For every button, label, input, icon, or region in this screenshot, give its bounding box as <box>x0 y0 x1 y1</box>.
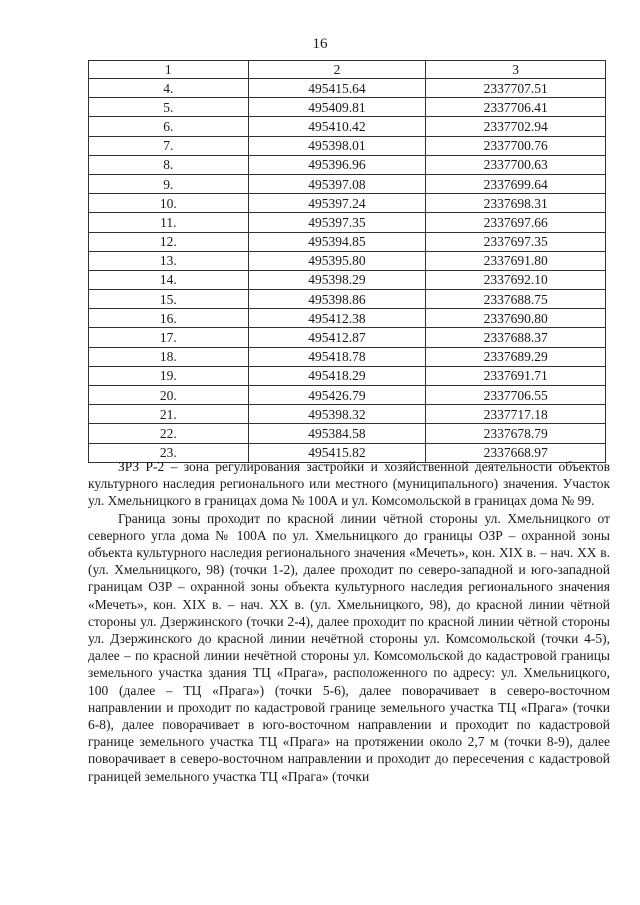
column-header-x: 2 <box>248 61 426 79</box>
table-row <box>89 98 606 117</box>
cell-x-coordinate: 495415.64 <box>248 79 426 98</box>
cell-point-number: 21. <box>89 405 249 424</box>
cell-x-coordinate: 495398.29 <box>248 270 426 289</box>
table-body <box>89 79 606 463</box>
cell-x-coordinate: 495418.29 <box>248 366 426 385</box>
cell-y-coordinate: 2337700.63 <box>426 155 606 174</box>
cell-point-number: 15. <box>89 290 249 309</box>
cell-x-coordinate: 495397.35 <box>248 213 426 232</box>
table-row <box>89 232 606 251</box>
cell-y-coordinate: 2337697.66 <box>426 213 606 232</box>
table-row <box>89 270 606 289</box>
cell-y-coordinate: 2337707.51 <box>426 79 606 98</box>
table-row <box>89 136 606 155</box>
table-row <box>89 424 606 443</box>
cell-x-coordinate: 495397.24 <box>248 194 426 213</box>
cell-y-coordinate: 2337698.31 <box>426 194 606 213</box>
cell-x-coordinate: 495394.85 <box>248 232 426 251</box>
cell-point-number: 16. <box>89 309 249 328</box>
column-header-y: 3 <box>426 61 606 79</box>
cell-x-coordinate: 495409.81 <box>248 98 426 117</box>
table-row <box>89 174 606 193</box>
table-row <box>89 328 606 347</box>
cell-y-coordinate: 2337700.76 <box>426 136 606 155</box>
cell-point-number: 5. <box>89 98 249 117</box>
table-row <box>89 79 606 98</box>
cell-x-coordinate: 495418.78 <box>248 347 426 366</box>
cell-point-number: 4. <box>89 79 249 98</box>
table-row <box>89 405 606 424</box>
cell-x-coordinate: 495397.08 <box>248 174 426 193</box>
cell-point-number: 10. <box>89 194 249 213</box>
cell-x-coordinate: 495412.87 <box>248 328 426 347</box>
cell-x-coordinate: 495426.79 <box>248 386 426 405</box>
cell-point-number: 17. <box>89 328 249 347</box>
cell-point-number: 20. <box>89 386 249 405</box>
column-header-number: 1 <box>89 61 249 79</box>
cell-x-coordinate: 495396.96 <box>248 155 426 174</box>
cell-point-number: 19. <box>89 366 249 385</box>
page-number: 16 <box>312 36 328 52</box>
table-header-row <box>89 61 606 79</box>
cell-y-coordinate: 2337697.35 <box>426 232 606 251</box>
cell-y-coordinate: 2337678.79 <box>426 424 606 443</box>
cell-y-coordinate: 2337706.55 <box>426 386 606 405</box>
cell-y-coordinate: 2337688.75 <box>426 290 606 309</box>
cell-point-number: 18. <box>89 347 249 366</box>
table-row <box>89 347 606 366</box>
cell-y-coordinate: 2337717.18 <box>426 405 606 424</box>
cell-x-coordinate: 495415.82 <box>248 443 426 462</box>
cell-x-coordinate: 495412.38 <box>248 309 426 328</box>
cell-x-coordinate: 495398.32 <box>248 405 426 424</box>
table-row <box>89 251 606 270</box>
table-row <box>89 213 606 232</box>
cell-y-coordinate: 2337702.94 <box>426 117 606 136</box>
cell-point-number: 6. <box>89 117 249 136</box>
table-row <box>89 386 606 405</box>
cell-x-coordinate: 495410.42 <box>248 117 426 136</box>
table-row <box>89 194 606 213</box>
cell-y-coordinate: 2337668.97 <box>426 443 606 462</box>
cell-y-coordinate: 2337706.41 <box>426 98 606 117</box>
cell-y-coordinate: 2337688.37 <box>426 328 606 347</box>
cell-point-number: 23. <box>89 443 249 462</box>
table-row <box>89 366 606 385</box>
cell-y-coordinate: 2337689.29 <box>426 347 606 366</box>
cell-point-number: 7. <box>89 136 249 155</box>
body-text <box>88 458 610 785</box>
table-row <box>89 117 606 136</box>
cell-point-number: 13. <box>89 251 249 270</box>
cell-x-coordinate: 495398.01 <box>248 136 426 155</box>
table-row <box>89 155 606 174</box>
cell-point-number: 8. <box>89 155 249 174</box>
cell-point-number: 12. <box>89 232 249 251</box>
cell-y-coordinate: 2337699.64 <box>426 174 606 193</box>
cell-y-coordinate: 2337691.80 <box>426 251 606 270</box>
boundary-description-paragraph: Граница зоны проходит по красной линии чётной стороны ул. Хмельницкого от северного угла дома № 100А по ул. Хмельницкого до границы ОЗР – охранной зоны объекта культурного наследия регионального значения «Мечеть», кон. XIX в. – нач. XX в. (ул. Хмельницкого, 98) (точки 1-2), далее проходит по северо-западной и юго-западной границам ОЗР – охранной зоны объекта культурного наследия регионального значения «Мечеть», кон. XIX в. – нач. XX в. (ул. Хмельницкого, 98), до красной линии чётной стороны ул. Дзержинского (точки 2-4), далее проходит по красной линии чётной стороны ул. Дзержинского до красной линии нечётной стороны ул. Комсомольской (точки 4-5), далее – по красной линии нечётной стороны ул. Комсомольской до кадастровой границы земельного участка здания ТЦ «Прага», расположенного по адресу: ул. Хмельницкого, 100 (далее – ТЦ «Прага») (точки 5-6), далее поворачивает в северо-восточном направлении и проходит по кадастровой границе земельного участка ТЦ «Прага» (точки 6-8), далее поворачивает в юго-восточном направлении и проходит по кадастровой границе земельного участка ТЦ «Прага» на протяжении около 2,7 м (точки 8-9), далее поворачивает в северо-восточном направлении и проходит до пересечения с кадастровой границей земельного участка ТЦ «Прага» (точки <box>88 510 610 784</box>
cell-y-coordinate: 2337690.80 <box>426 309 606 328</box>
cell-x-coordinate: 495384.58 <box>248 424 426 443</box>
cell-point-number: 22. <box>89 424 249 443</box>
table-row <box>89 309 606 328</box>
table-row <box>89 290 606 309</box>
cell-x-coordinate: 495395.80 <box>248 251 426 270</box>
cell-y-coordinate: 2337692.10 <box>426 270 606 289</box>
cell-point-number: 11. <box>89 213 249 232</box>
cell-point-number: 14. <box>89 270 249 289</box>
cell-x-coordinate: 495398.86 <box>248 290 426 309</box>
cell-point-number: 9. <box>89 174 249 193</box>
coordinates-table <box>88 60 606 463</box>
zone-description-paragraph: ЗРЗ Р-2 – зона регулирования застройки и хозяйственной деятельности объектов культурного наследия регионального или местного (муниципального) значения. Участок ул. Хмельницкого в границах дома № 100А и ул. Комсомольской в границах дома № 99. <box>88 459 610 509</box>
cell-y-coordinate: 2337691.71 <box>426 366 606 385</box>
